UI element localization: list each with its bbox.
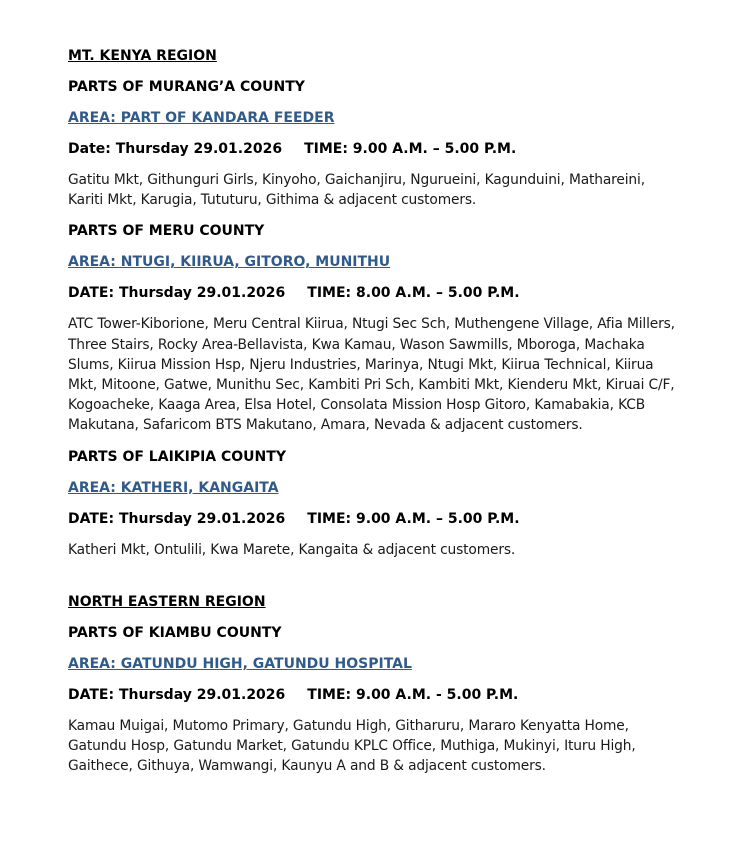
- region-heading: MT. KENYA REGION: [68, 48, 217, 64]
- text-line: Gaithece, Githuya, Wamwangi, Kaunyu A and B & adjacent customers.: [68, 758, 546, 775]
- text-line: Three Stairs, Rocky Area-Bellavista, Kwa Kamau, Wason Sawmills, Mboroga, Machaka: [68, 336, 645, 353]
- county-block: [68, 77, 708, 210]
- county-heading: PARTS OF KIAMBU COUNTY: [68, 624, 282, 641]
- time-text: TIME: 9.00 A.M. - 5.00 P.M.: [307, 686, 519, 703]
- date-text: DATE: Thursday 29.01.2026: [68, 285, 286, 302]
- area-heading: AREA: NTUGI, KIIRUA, GITORO, MUNITHU: [68, 254, 391, 271]
- date-text: DATE: Thursday 29.01.2026: [68, 686, 286, 703]
- text-line: Gatitu Mkt, Githunguri Girls, Kinyoho, Gaichanjiru, Ngurueini, Kagunduini, Mathareini,: [68, 172, 645, 188]
- area-heading: AREA: GATUNDU HIGH, GATUNDU HOSPITAL: [68, 655, 412, 672]
- text-line: Kogoacheke, Kaaga Area, Elsa Hotel, Consolata Mission Hosp Gitoro, Kamabakia, KCB: [68, 397, 646, 414]
- document-page: [68, 46, 708, 776]
- text-line: Kariti Mkt, Karugia, Tututuru, Githima & adjacent customers.: [68, 192, 477, 209]
- area-heading: AREA: PART OF KANDARA FEEDER: [68, 110, 335, 126]
- county-heading: PARTS OF LAIKIPIA COUNTY: [68, 448, 286, 465]
- county-heading: PARTS OF MERU COUNTY: [68, 223, 265, 240]
- county-block: [68, 447, 708, 560]
- region-section: [68, 592, 708, 777]
- date-time-line: [68, 139, 708, 159]
- date-text: DATE: Thursday 29.01.2026: [68, 510, 286, 527]
- text-line: Kamau Muigai, Mutomo Primary, Gatundu High, Githaruru, Mararo Kenyatta Home,: [68, 717, 629, 734]
- affected-areas-text: [68, 716, 708, 777]
- region-section: [68, 46, 708, 560]
- text-line: Mkt, Mitoone, Gatwe, Munithu Sec, Kambiti Pri Sch, Kambiti Mkt, Kienderu Mkt, Kiruai C/F,: [68, 377, 675, 394]
- text-line: Katheri Mkt, Ontulili, Kwa Marete, Kangaita & adjacent customers.: [68, 541, 516, 558]
- time-text: TIME: 9.00 A.M. – 5.00 P.M.: [304, 141, 517, 157]
- text-line: Slums, Kiirua Mission Hsp, Njeru Industries, Marinya, Ntugi Mkt, Kiirua Technical, Kiirua: [68, 356, 654, 373]
- county-block: [68, 623, 708, 777]
- county-block: [68, 221, 708, 435]
- affected-areas-text: [68, 540, 708, 560]
- time-text: TIME: 8.00 A.M. – 5.00 P.M.: [307, 285, 520, 302]
- text-line: ATC Tower-Kiborione, Meru Central Kiirua, Ntugi Sec Sch, Muthengene Village, Afia Millers,: [68, 316, 675, 333]
- region-heading: NORTH EASTERN REGION: [68, 593, 266, 610]
- date-time-line: [68, 283, 708, 303]
- affected-areas-text: [68, 314, 708, 435]
- time-text: TIME: 9.00 A.M. – 5.00 P.M.: [307, 510, 520, 527]
- date-time-line: [68, 509, 708, 529]
- text-line: Makutana, Safaricom BTS Makutano, Amara, Nevada & adjacent customers.: [68, 417, 583, 434]
- area-heading: AREA: KATHERI, KANGAITA: [68, 479, 279, 496]
- date-text: Date: Thursday 29.01.2026: [68, 141, 283, 157]
- county-heading: PARTS OF MURANG’A COUNTY: [68, 79, 305, 95]
- section-spacer: [68, 560, 708, 592]
- text-line: Gatundu Hosp, Gatundu Market, Gatundu KPLC Office, Muthiga, Mukinyi, Ituru High,: [68, 738, 636, 755]
- affected-areas-text: [68, 170, 708, 210]
- date-time-line: [68, 685, 708, 705]
